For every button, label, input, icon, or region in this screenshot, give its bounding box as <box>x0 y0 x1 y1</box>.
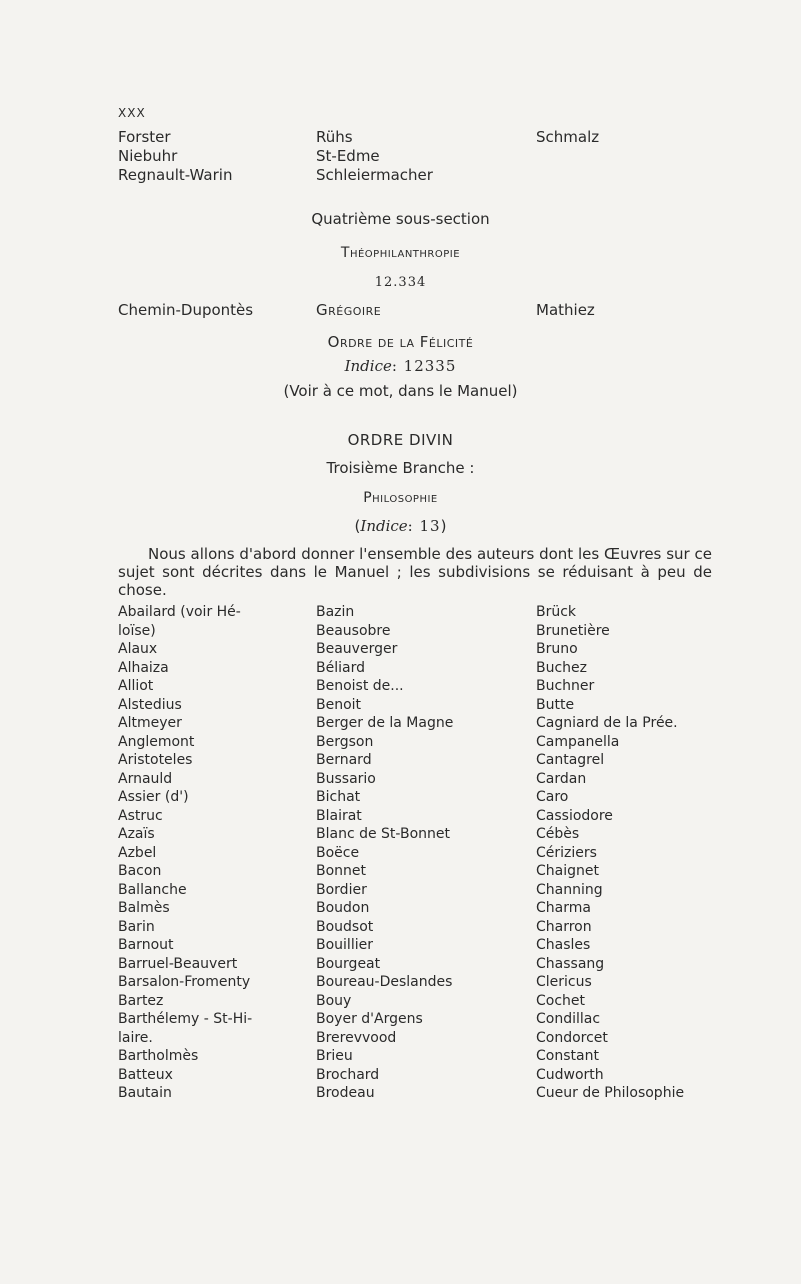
author-entry: Rühs <box>316 128 353 146</box>
order-index <box>0 357 801 375</box>
author-entry: Bartholmès <box>118 1048 199 1064</box>
author-entry: Ballanche <box>118 881 187 898</box>
author-entry: Bacon <box>118 863 162 879</box>
author-entry: Schleiermacher <box>316 166 433 184</box>
authors-col3 <box>536 603 684 1103</box>
author-entry: Boureau-Deslandes <box>316 974 453 990</box>
author-entry: Cagniard de la Prée. <box>536 715 678 731</box>
author-entry: Benoist de... <box>316 678 404 694</box>
author-entry: Charma <box>536 900 591 916</box>
author-entry: Benoit <box>316 696 362 713</box>
author-entry: Constant <box>536 1048 599 1064</box>
author-entry: Brochard <box>316 1066 380 1083</box>
order-index-value: : 12335 <box>391 357 457 375</box>
branch-title: Troisième Branche : <box>326 459 475 477</box>
author-entry: Arnauld <box>118 770 173 787</box>
author-entry: Bordier <box>316 881 367 898</box>
sub-author-right: Mathiez <box>536 301 595 319</box>
author-entry: Condorcet <box>536 1029 608 1046</box>
author-entry: Boudon <box>316 900 370 916</box>
author-entry: Bazin <box>316 604 355 620</box>
author-entry: Beausobre <box>316 622 391 639</box>
author-entry: St-Edme <box>316 147 380 165</box>
author-entry: Altmeyer <box>118 715 182 731</box>
authors-col1 <box>118 603 252 1103</box>
author-entry: Bouillier <box>316 937 373 953</box>
author-entry: Caro <box>536 789 569 805</box>
author-entry: Buchner <box>536 678 595 694</box>
order-note: (Voir à ce mot, dans le Manuel) <box>283 382 518 400</box>
author-entry: Cantagrel <box>536 752 605 768</box>
author-entry: Bergson <box>316 733 374 750</box>
author-entry: Charron <box>536 918 592 935</box>
author-entry: Aristoteles <box>118 752 193 768</box>
top-authors-col1 <box>118 128 232 185</box>
author-entry: Alstedius <box>118 696 182 713</box>
sub-author-left: Chemin-Dupontès <box>118 301 254 319</box>
author-entry: Barsalon-Fromenty <box>118 974 251 990</box>
top-authors-col2 <box>316 128 433 185</box>
order-title: Ordre de la Félicité <box>327 333 474 351</box>
author-entry: laire. <box>118 1029 153 1046</box>
philosophy-title: Philosophie <box>363 490 438 506</box>
author-entry: Chassang <box>536 955 605 972</box>
author-entry: Brück <box>536 604 577 620</box>
author-entry: Clericus <box>536 974 592 990</box>
author-entry: Barthélemy - St-Hi- <box>118 1011 253 1027</box>
author-entry: Balmès <box>118 900 170 916</box>
author-entry: Forster <box>118 128 171 146</box>
author-entry: Chasles <box>536 937 591 953</box>
author-entry: Astruc <box>118 807 163 824</box>
author-entry: Cochet <box>536 992 586 1009</box>
top-authors-col3 <box>536 128 599 147</box>
author-entry: Boëce <box>316 844 360 861</box>
author-entry: Campanella <box>536 733 620 750</box>
author-entry: Batteux <box>118 1066 173 1083</box>
author-entry: Cardan <box>536 770 587 787</box>
author-entry: Cébès <box>536 826 580 842</box>
author-entry: Channing <box>536 881 603 898</box>
author-entry: Cériziers <box>536 844 597 861</box>
author-entry: Bussario <box>316 770 376 787</box>
author-entry: Schmalz <box>536 128 600 146</box>
author-entry: Barin <box>118 918 155 935</box>
author-entry: loïse) <box>118 622 156 639</box>
author-entry: Abailard (voir Hé- <box>118 604 241 620</box>
author-entry: Regnault-Warin <box>118 166 233 184</box>
author-entry: Berger de la Magne <box>316 715 454 731</box>
subsection-name: Théophilanthropie <box>340 245 461 261</box>
author-entry: Béliard <box>316 659 365 676</box>
author-entry: Barruel-Beauvert <box>118 955 238 972</box>
author-entry: Bourgeat <box>316 955 381 972</box>
author-entry: Alaux <box>118 641 158 657</box>
author-entry: Azaïs <box>118 826 155 842</box>
sub-author-center: Grégoire <box>316 301 382 319</box>
philosophy-index-value: : 13 <box>407 517 441 535</box>
authors-col2 <box>316 603 453 1103</box>
author-entry: Bichat <box>316 789 361 805</box>
intro-paragraph: Nous allons d'abord donner l'ensemble des auteurs dont les Œuvres sur ce sujet sont décrites dans le Manuel ; les subdivisions se réduisant à peu de chose. <box>118 545 712 599</box>
philosophy-index-label: Indice <box>360 517 408 535</box>
author-entry: Bartez <box>118 992 164 1009</box>
author-entry: Brunetière <box>536 622 610 639</box>
author-entry: Bautain <box>118 1085 172 1101</box>
author-entry: Condillac <box>536 1011 601 1027</box>
author-entry: Butte <box>536 696 575 713</box>
author-entry: Cudworth <box>536 1066 604 1083</box>
author-entry: Bernard <box>316 752 372 768</box>
page-number: XXX <box>118 106 146 120</box>
author-entry: Blairat <box>316 807 362 824</box>
author-entry: Niebuhr <box>118 147 178 165</box>
author-entry: Alliot <box>118 678 154 694</box>
author-entry: Chaignet <box>536 863 599 879</box>
divine-title: ORDRE DIVIN <box>347 431 454 449</box>
author-entry: Cassiodore <box>536 807 613 824</box>
philosophy-index: (Indice: 13) <box>354 517 447 535</box>
author-entry: Bouy <box>316 992 352 1009</box>
author-entry: Brodeau <box>316 1085 375 1101</box>
order-index-label: Indice <box>344 357 392 375</box>
author-entry: Anglemont <box>118 733 195 750</box>
author-entry: Alhaiza <box>118 659 169 676</box>
author-entry: Assier (d') <box>118 789 189 805</box>
author-entry: Buchez <box>536 659 588 676</box>
author-entry: Azbel <box>118 844 157 861</box>
author-entry: Bonnet <box>316 863 367 879</box>
author-entry: Cueur de Philosophie <box>536 1085 685 1101</box>
author-entry: Brerevvood <box>316 1029 397 1046</box>
subsection-title: Quatrième sous-section <box>311 210 490 228</box>
author-entry: Beauverger <box>316 641 398 657</box>
author-entry: Blanc de St-Bonnet <box>316 826 450 842</box>
author-entry: Brieu <box>316 1048 353 1064</box>
author-entry: Boyer d'Argens <box>316 1011 423 1027</box>
author-entry: Boudsot <box>316 918 374 935</box>
author-entry: Barnout <box>118 937 174 953</box>
author-entry: Bruno <box>536 641 578 657</box>
subsection-index: 12.334 <box>374 275 427 290</box>
